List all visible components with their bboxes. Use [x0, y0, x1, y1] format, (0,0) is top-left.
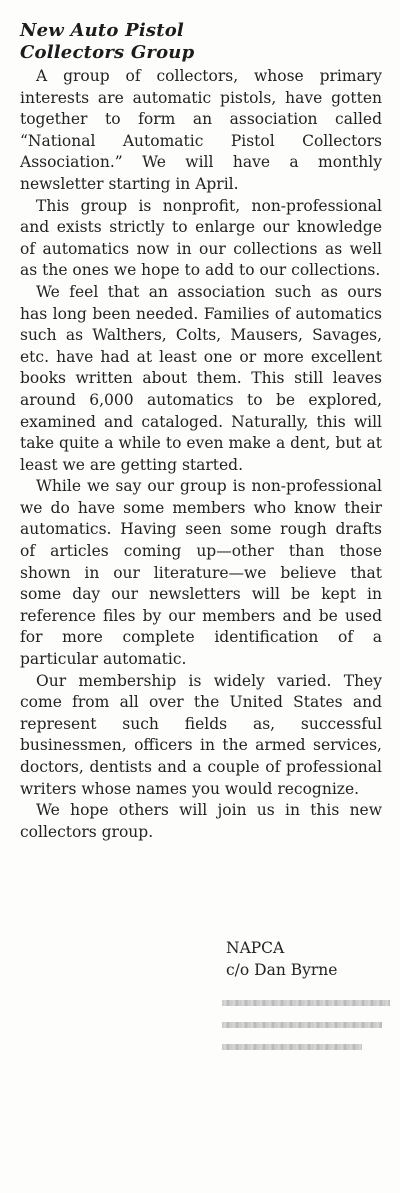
paragraph-2: This group is nonprofit, non-professional and exists strictly to enlarge our knowledge of automatics now in our collections as well as the ones we hope to add to our collections.: [20, 196, 382, 280]
redacted-address-line-2: [222, 1022, 382, 1028]
redacted-address-line-3: [222, 1044, 362, 1050]
paragraph-4: While we say our group is non-professional we do have some members who know their automatics. Having seen some rough drafts of articles coming up—other than those shown in our literature—we believe that some day our newsletters will be kept in reference files by our members and be used for more complete identification of a particular automatic.: [20, 477, 382, 669]
article-body: [20, 66, 382, 843]
signature-contact: c/o Dan Byrne: [226, 960, 338, 979]
redacted-address-line-1: [222, 1000, 390, 1006]
signature-org: NAPCA: [226, 939, 285, 957]
signature-block: [226, 938, 337, 981]
paragraph-3: We feel that an association such as ours has long been needed. Families of automatics such as Walthers, Colts, Mausers, Savages, etc. have had at least one or more excellent books written about them. This still leaves around 6,000 automatics to be explored, examined and cataloged. Naturally, this will take quite a while to even make a dent, but at least we are getting started.: [20, 282, 382, 474]
article-headline: [20, 20, 194, 64]
paragraph-1: A group of collectors, whose primary interests are automatic pistols, have gotten together to form an association called “National Automatic Pistol Collectors Association.” We will have a monthly newsletter starting in April.: [20, 67, 382, 193]
paragraph-5: Our membership is widely varied. They come from all over the United States and represent such fields as, successful businessmen, officers in the armed services, doctors, dentists and a couple of professional writers whose names you would recognize.: [20, 671, 382, 798]
headline-line-1: New Auto Pistol: [20, 20, 184, 41]
headline-line-2: Collectors Group: [20, 42, 195, 63]
paragraph-6: We hope others will join us in this new collectors group.: [20, 801, 382, 841]
